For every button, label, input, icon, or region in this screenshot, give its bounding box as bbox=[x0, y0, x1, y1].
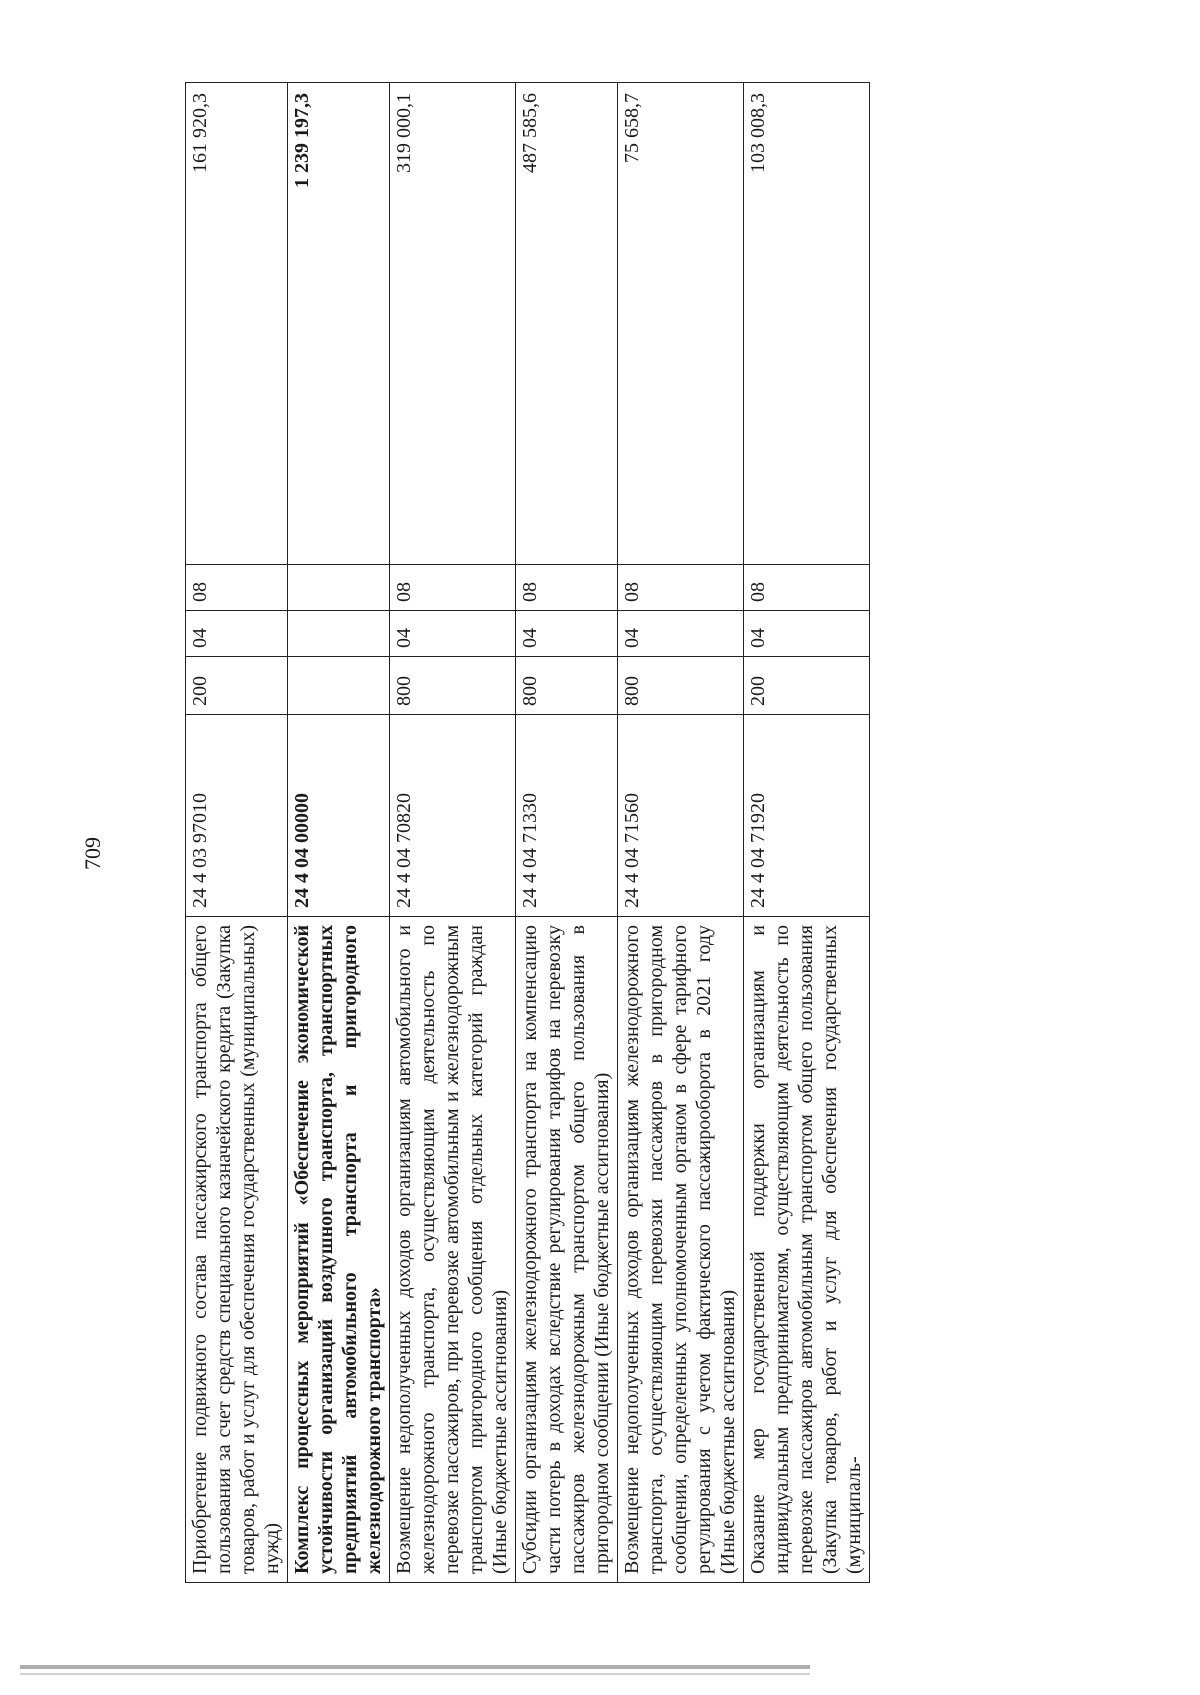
row-description: Приобретение подвижного состава пассажирского транспорта общего пользования за счет средств специального казначейского кредита (Закупка товаров, работ и услуг для обеспечения государственных (муниципальных) нужд) bbox=[186, 917, 288, 1583]
table-row bbox=[288, 83, 390, 1583]
budget-table bbox=[185, 82, 870, 1583]
row-target-code: 24 4 04 00000 bbox=[288, 715, 390, 917]
row-section: 04 bbox=[516, 611, 618, 657]
row-expense-type: 800 bbox=[516, 657, 618, 715]
row-expense-type: 800 bbox=[618, 657, 744, 715]
row-subsection bbox=[288, 565, 390, 611]
row-subsection: 08 bbox=[186, 565, 288, 611]
row-expense-type: 800 bbox=[390, 657, 516, 715]
page-number: 709 bbox=[80, 837, 105, 870]
row-amount: 75 658,7 bbox=[618, 83, 744, 565]
row-target-code: 24 4 03 97010 bbox=[186, 715, 288, 917]
row-target-code: 24 4 04 70820 bbox=[390, 715, 516, 917]
row-target-code: 24 4 04 71560 bbox=[618, 715, 744, 917]
row-amount: 1 239 197,3 bbox=[288, 83, 390, 565]
row-amount: 319 000,1 bbox=[390, 83, 516, 565]
table-row bbox=[390, 83, 516, 1583]
table-row bbox=[744, 83, 870, 1583]
row-description: Субсидии организациям железнодорожного транспорта на компенсацию части потерь в доходах вследствие регулирования тарифов на перевозку пассажиров железнодорожным транспортом общего пользования в пригородном сообщении (Иные бюджетные ассигнования) bbox=[516, 917, 618, 1583]
table-row bbox=[516, 83, 618, 1583]
row-description: Оказание мер государственной поддержки организациям и индивидуальным предпринимателям, осуществляющим деятельность по перевозке пассажиров автомобильным транспортом общего пользования (Закупка товаров, работ и услуг для обеспечения государственных (муниципаль- bbox=[744, 917, 870, 1583]
row-amount: 161 920,3 bbox=[186, 83, 288, 565]
table-row bbox=[186, 83, 288, 1583]
row-section: 04 bbox=[618, 611, 744, 657]
row-section: 04 bbox=[744, 611, 870, 657]
scan-edge-line bbox=[20, 1665, 810, 1669]
row-amount: 103 008,3 bbox=[744, 83, 870, 565]
row-description: Возмещение недополученных доходов организациям железнодорожного транспорта, осуществляющим перевозки пассажиров в пригородном сообщении, определенных уполномоченным органом в сфере тарифного регулирования с учетом фактического пассажирооборота в 2021 году (Иные бюджетные ассигнования) bbox=[618, 917, 744, 1583]
row-description: Комплекс процессных мероприятий «Обеспечение экономической устойчивости организаций воздушного транспорта, транспортных предприятий автомобильного транспорта и пригородного железнодорожного транспорта» bbox=[288, 917, 390, 1583]
row-section bbox=[288, 611, 390, 657]
row-expense-type bbox=[288, 657, 390, 715]
row-expense-type: 200 bbox=[744, 657, 870, 715]
row-subsection: 08 bbox=[516, 565, 618, 611]
row-section: 04 bbox=[186, 611, 288, 657]
row-target-code: 24 4 04 71920 bbox=[744, 715, 870, 917]
row-target-code: 24 4 04 71330 bbox=[516, 715, 618, 917]
row-subsection: 08 bbox=[618, 565, 744, 611]
row-subsection: 08 bbox=[744, 565, 870, 611]
row-amount: 487 585,6 bbox=[516, 83, 618, 565]
scan-edge-line bbox=[20, 1673, 810, 1675]
row-description: Возмещение недополученных доходов организациям автомобильного и железнодорожного транспорта, осуществляющим деятельность по перевозке пассажиров, при перевозке автомобильным и железнодорожным транспортом пригородного сообщения отдельных категорий граждан (Иные бюджетные ассигнования) bbox=[390, 917, 516, 1583]
row-section: 04 bbox=[390, 611, 516, 657]
row-expense-type: 200 bbox=[186, 657, 288, 715]
table-row bbox=[618, 83, 744, 1583]
row-subsection: 08 bbox=[390, 565, 516, 611]
